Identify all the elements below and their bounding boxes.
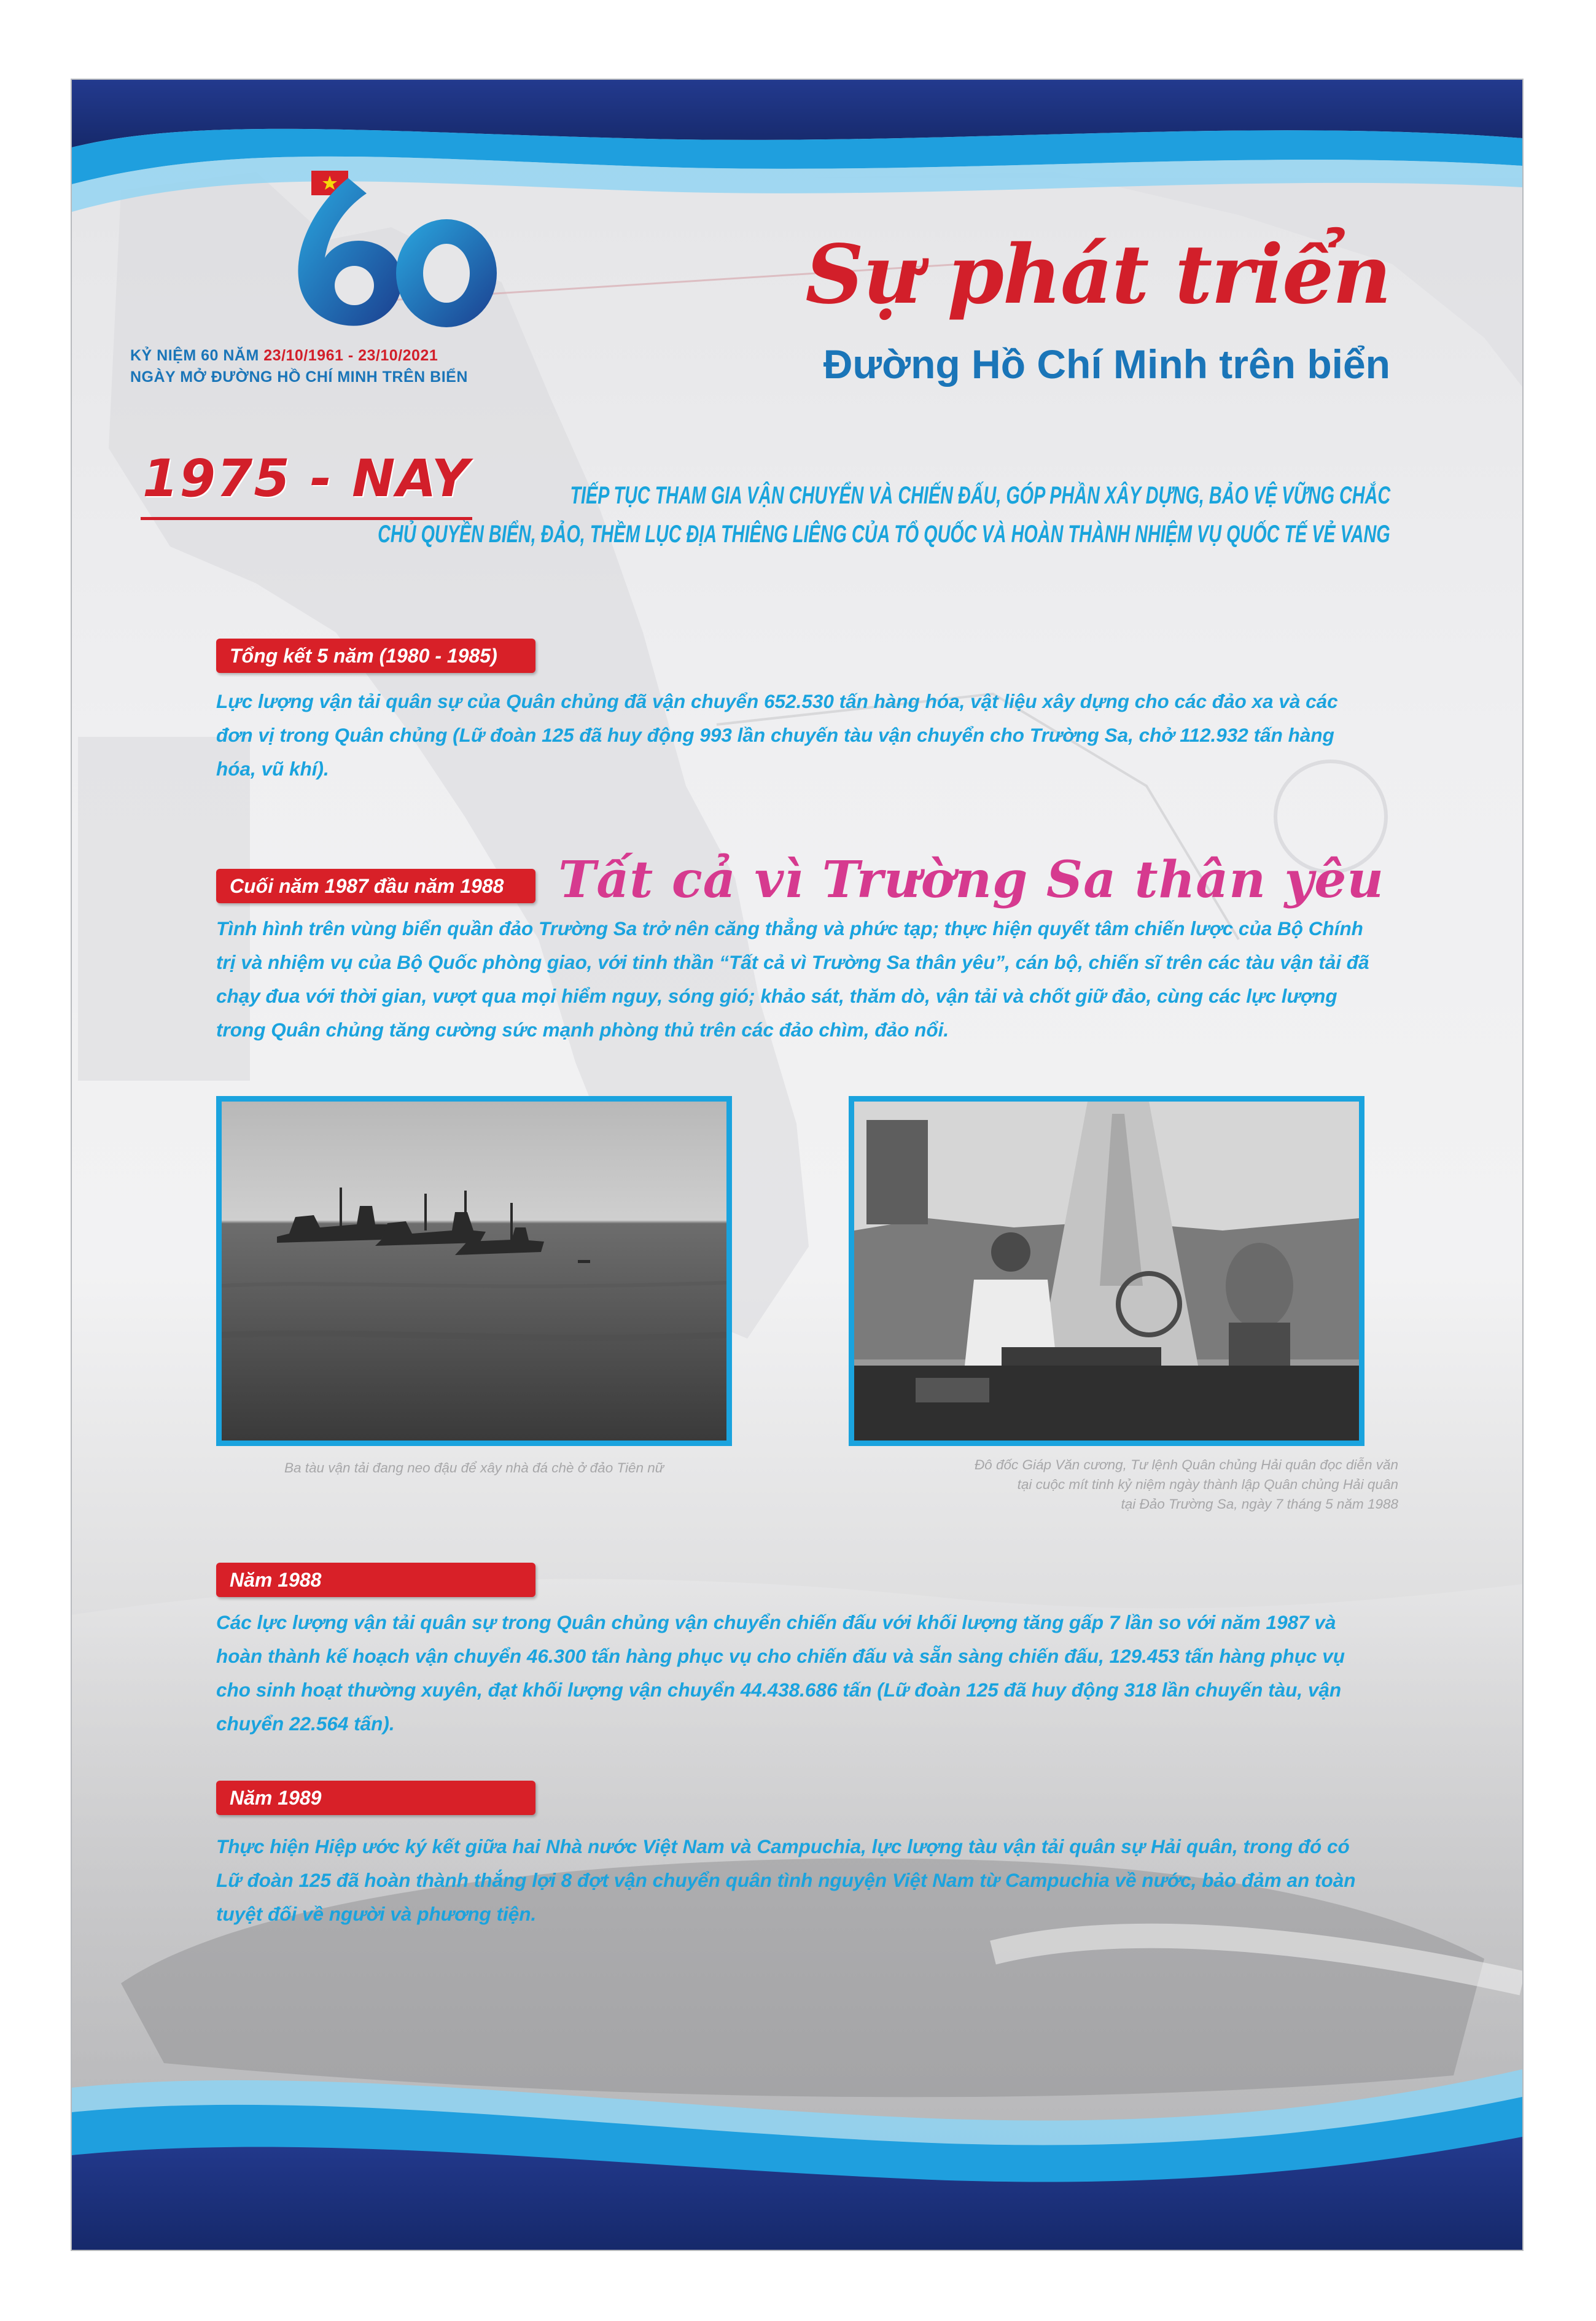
section-text-1980-1985: Lực lượng vận tải quân sự của Quân chủng đã vận chuyển 652.530 tấn hàng hóa, vật liệu xây dựng cho các đảo xa và các đơn vị trong Quân chủng (Lữ đoàn 125 đã huy động 993 lần chuyến tàu vận chuyển cho Trường Sa, chở 112.932 tấn hàng hóa, vũ khí). <box>216 690 1338 780</box>
anniversary-dates: 23/10/1961 - 23/10/2021 <box>263 347 438 364</box>
photo-ships-anchored <box>216 1096 732 1446</box>
poster <box>71 79 1524 2251</box>
main-title: Sự phát triển <box>805 227 1390 322</box>
ceremony-image <box>854 1102 1359 1440</box>
era-description-line-1: TIẾP TỤC THAM GIA VẬN CHUYỂN VÀ CHIẾN ĐẤU, GÓP PHẦN XÂY DỰNG, BẢO VỆ VỮNG CHẮC <box>570 482 1390 509</box>
anniversary-line-1: KỶ NIỆM 60 NĂM 23/10/1961 - 23/10/2021 <box>130 347 438 364</box>
ships-at-sea-image <box>222 1102 726 1440</box>
section-label-1987-1988: Cuối năm 1987 đầu năm 1988 <box>216 869 535 903</box>
era-underline <box>141 517 472 520</box>
anniversary-logo <box>274 160 502 344</box>
section-text-1989: Thực hiện Hiệp ước ký kết giữa hai Nhà nước Việt Nam và Campuchia, lực lượng tàu vận tải quân sự Hải quân, trong đó có Lữ đoàn 125 đã hoàn thành thắng lợi 8 đợt vận chuyển quân tình nguyện Việt Nam từ Campuchia về nước, bảo đảm an toàn tuyệt đối về người và phương tiện. <box>216 1835 1356 1925</box>
photo-caption-2 <box>809 1455 1398 1514</box>
section-text-1988: Các lực lượng vận tải quân sự trong Quân chủng vận chuyển chiến đấu với khối lượng tăng gấp 7 lần so với năm 1987 và hoàn thành kế hoạch vận chuyển 46.300 tấn hàng phục vụ cho chiến đấu và sẵn sàng chiến đấu, 129.453 tấn hàng phục vụ cho sinh hoạt thường xuyên, đạt khối lượng vận chuyển 44.438.686 tấn (Lữ đoàn 125 đã huy động 318 lần chuyến tàu, vận chuyển 22.564 tấn). <box>216 1611 1345 1735</box>
photo-caption-2-line-2: tại cuộc mít tinh kỷ niệm ngày thành lập Quân chủng Hải quân <box>1017 1477 1398 1492</box>
anniversary-line-2: NGÀY MỞ ĐƯỜNG HỒ CHÍ MINH TRÊN BIỂN <box>130 368 468 386</box>
era-description-line-2: CHỦ QUYỀN BIỂN, ĐẢO, THỀM LỤC ĐỊA THIÊNG LIÊNG CỦA TỔ QUỐC VÀ HOÀN THÀNH NHIỆM VỤ QUỐC TẾ VẺ VANG <box>378 521 1390 548</box>
sub-title: Đường Hồ Chí Minh trên biển <box>823 341 1390 387</box>
photo-admiral-speech <box>849 1096 1364 1446</box>
section-label-1989: Năm 1989 <box>216 1781 535 1815</box>
era-year-heading: 1975 - NAY <box>142 448 470 508</box>
photo-caption-2-line-3: tại Đảo Trường Sa, ngày 7 tháng 5 năm 1988 <box>1121 1496 1398 1512</box>
section-label-1980-1985: Tổng kết 5 năm (1980 - 1985) <box>216 639 535 673</box>
photo-caption-2-line-1: Đô đốc Giáp Văn cương, Tư lệnh Quân chủng Hải quân đọc diễn văn <box>974 1457 1398 1472</box>
section-text-1987-1988: Tình hình trên vùng biển quần đảo Trường Sa trở nên căng thẳng và phức tạp; thực hiện quyết tâm chiến lược của Bộ Chính trị và nhiệm vụ của Bộ Quốc phòng giao, với tinh thần “Tất cả vì Trường Sa thân yêu”, cán bộ, chiến sĩ trên các tàu vận tải đã chạy đua với thời gian, vượt qua mọi hiểm nguy, sóng gió; khảo sát, thăm dò, vận tải và chốt giữ đảo, cùng các lực lượng trong Quân chủng tăng cường sức mạnh phòng thủ trên các đảo chìm, đảo nổi. <box>216 917 1369 1041</box>
photo-caption-1: Ba tàu vận tải đang neo đậu để xây nhà đá chè ở đảo Tiên nữ <box>284 1460 664 1475</box>
section-label-1988: Năm 1988 <box>216 1563 535 1597</box>
slogan-heading: Tất cả vì Trường Sa thân yêu <box>558 850 1384 909</box>
